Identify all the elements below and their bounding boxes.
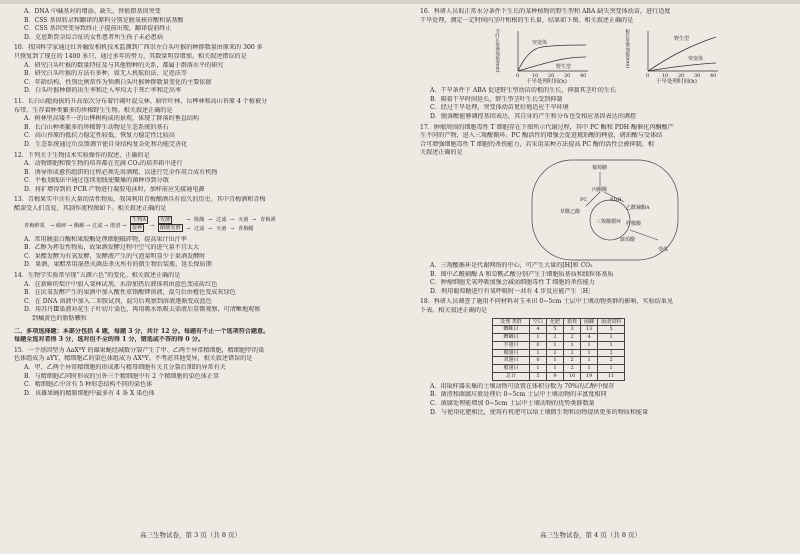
table-col-header: 猪粪 (564, 318, 581, 326)
table-cell: 1 (547, 357, 564, 365)
table-cell: 2 (598, 349, 625, 357)
question-text: 18．科研人员调查了施用不同材料对玉米田 0~5cm 土层中土壤动物类群的影响，实验结果见 (420, 298, 674, 306)
table-cell: 1 (598, 334, 625, 342)
answer-option: D．将扩增得到的 PCR 产物进行凝胶电泳时，加样前应先接通电源 (24, 185, 205, 193)
answer-option: B．与精细胞乙同时形成的另外三个精细胞中有 2 个精细胞的染色体正常 (24, 372, 220, 380)
table-cell: 1 (581, 341, 598, 349)
plot-root-legend1: 野生型 (674, 36, 690, 43)
table-row (493, 349, 625, 357)
x-tick: 40 (710, 73, 717, 80)
table-cell: 1 (581, 357, 598, 365)
question-text: 14．生物学实验常呈现“五颜六色”的变化。相关叙述正确的是 (14, 272, 181, 280)
table-cell: 2 (547, 334, 564, 342)
answer-option: B．在厌氧发酵产生的果酒中加入酸性重铬酸钾溶液，混匀后由橙色变成灰绿色 (24, 289, 236, 297)
table-cell: 2 (547, 349, 564, 357)
question-text: 只恢复到了现在的 1400 多只，通过多年的努力，其数量明显增加。相关叙述错误的是 (14, 52, 247, 60)
answer-option: B．长白山种类繁多的珍稀野生动物是生态系统的基石 (24, 123, 169, 131)
answer-option: B．研究白头叶猴的方法有多种，如无人机航拍法、足迹法等 (24, 70, 187, 78)
table-row (493, 326, 625, 334)
scan-edge (0, 0, 800, 4)
answer-option: D．利用葡萄糖进行有氧呼吸时一共有 4 步反应能产生［H］ (430, 287, 595, 295)
table-col-header: 空白 (530, 318, 547, 326)
table-row (493, 341, 625, 349)
answer-option: A．用取样器采集的土壤动物可放置在体积分数为 70%的乙醇中保存 (430, 382, 615, 390)
plot-shoot (492, 25, 622, 85)
flow-arrow: → (68, 222, 73, 229)
x-tick: 30 (564, 73, 571, 80)
right-column (420, 8, 792, 516)
flow-arrow: → (208, 225, 213, 232)
label-receptor: 受体 (658, 246, 669, 253)
flow-node: 青梅醋 (238, 225, 254, 232)
answer-option: B．诱导形成愈伤组织的过程必须先用酒精，以进行完全作用合成有机物 (24, 168, 218, 176)
answer-option: B．隔着干旱时间延长，野生型茎叶生长受到抑制 (430, 95, 563, 103)
answer-option: C．经过干旱处理，突变体幼苗更好地适应干旱环境 (430, 104, 569, 112)
plot-shoot-legend2: 野生型 (556, 64, 572, 71)
answer-option: C．果醋发酵为有氧发酵，发酵液产生的气泡量明显少于果酒发酵时 (24, 252, 206, 260)
x-tick: 10 (532, 73, 539, 80)
label-pdh: PDH (610, 196, 622, 203)
question-text: 12．下列关于生物技术实验操作的叙述，正确的是 (14, 151, 150, 159)
flow-arrow: → (122, 222, 127, 229)
table-cell: 5 (547, 326, 564, 334)
table-corner: 处理 类群 (493, 318, 530, 326)
answer-option: C．高山苔原的抵抗力稳定性较低，恢复力稳定性比较高 (24, 132, 175, 140)
table-cell: 1 (547, 341, 564, 349)
label-acetyl-coa: 乙酰辅酶A (626, 204, 650, 211)
left-column (14, 8, 384, 516)
table-col-header: 菌渣饲料 (598, 318, 625, 326)
label-pyruvate: 丙酮酸 (592, 186, 608, 193)
table-cell: 5 (598, 326, 625, 334)
table-row (493, 334, 625, 342)
answer-option: A．动物细胞和微生物的培养都在充满 CO₂的培养箱中进行 (24, 160, 183, 168)
flow-arrow: → (186, 225, 191, 232)
page-footer-right: 高三生物试卷，第 4 页（共 8 页） (540, 531, 642, 539)
answer-option: D．克恩斯贾奈综合征的女性患者所生孩子未必患病 (24, 33, 163, 41)
table-cell: 2 (598, 357, 625, 365)
answer-option: D．生态系统通过负反馈调节使自身结构复杂化和功能完善化 (24, 140, 188, 148)
table-cell: 2 (564, 365, 581, 373)
plot-root-svg (622, 25, 752, 85)
question-text: 11．长白山随海拔的升高依次分布着针阔叶混交林、暗针叶林、岳桦林和高山苔原 4 个植被分 (14, 97, 268, 105)
flow-node: 生物A (132, 216, 147, 223)
table-row (493, 365, 625, 373)
table-body (493, 326, 625, 381)
table-row-label: 半翅目 (493, 341, 530, 349)
table-col-header: 化肥 (547, 318, 564, 326)
x-tick: 20 (548, 73, 555, 80)
answer-option: C．精细胞乙中含有 5 种形态结构不同的染色体 (24, 381, 153, 389)
table-cell: 0 (530, 357, 547, 365)
answer-option: B．菌渣和菌腐垃圾处理后 0~5cm 土层中土壤动物的丰富度相同 (430, 391, 607, 399)
flow-node: 灭菌 (216, 225, 227, 232)
answer-option: C．平板划线法中通过连续划线使聚集的菌种得到分散 (24, 177, 169, 185)
right-questions-part1 (420, 87, 792, 158)
answer-option: C．在 DNA 溶液中加入二苯胺试剂，混匀后观察到溶液逐渐变成蓝色 (24, 297, 212, 305)
plot-root-legend2: 突变体 (688, 56, 704, 63)
answer-option: B．乙醇为挥发性物质，故果酒发酵过程中空气的进气量不宜太大 (24, 244, 200, 252)
table-cell: 1 (530, 334, 547, 342)
flow-node: 青梅鲜果 (24, 222, 45, 229)
answer-option: A．DNA 中碱基对的增添、缺失、替换即基因突变 (24, 8, 161, 15)
flow-node: 青梅酒 (260, 216, 276, 223)
flow-arrow: → (230, 225, 235, 232)
q16-stem-cont: 干旱处理，测定一定时间内茎叶和根的生长量，结果如下图。相关叙述正确的是 (420, 16, 634, 24)
question-text: 色体组成为 aYY，精细胞乙的染色体组成为 AXᴮY。不考虑其他变异，相关叙述错误的是 (14, 355, 253, 363)
flow-node: 过滤 (92, 222, 103, 229)
plot-shoot-legend1: 突变体 (532, 40, 548, 47)
answer-option: B．CSS 基因转录和翻译的原料分别是脱氧核苷酸和氨基酸 (24, 16, 184, 24)
question-text: 醋深受人们喜爱，其制作流程图如下。相关叙述正确的是 (14, 205, 167, 213)
x-tick: 10 (662, 73, 669, 80)
answer-option: D．该雄果蝇的精原细胞中最多有 4 条 X 染色体 (24, 389, 155, 397)
question-text: 13．青梅果实中含有大量的活性物质，我国利用青梅酿酒具有很久的历史。其中青梅酒和青梅 (14, 196, 266, 204)
question-text: 布带，生存着种类繁多的珍稀野生生物。相关叙述正确的是 (14, 106, 173, 114)
answer-option: C．肿瘤细胞无氧呼吸加强会减弱细胞毒性 T 细胞的杀伤能力 (430, 279, 595, 287)
table-cell: 3 (564, 326, 581, 334)
question-text: 生不同的产物，进入三羧酸循环。PC 酶活性的增强会促进琥珀酸的释放，琥珀酸与受体结 (420, 132, 663, 140)
q16-stem: 16．科研人员取正常水分条件下生长的某种植物的野生型和 ABA 缺失突变体幼苗，进行适度 (420, 8, 671, 15)
answer-option: B．图中乙酰辅酶 A 和草酰乙酸分别产生于细胞质基质和线粒体基质 (430, 270, 614, 278)
answer-option: A．在新鲜的梨汁中加入斐林试剂，水浴加热后液体将由蓝色变成砖红色 (24, 280, 218, 288)
flow-node: 陈酿 (194, 216, 205, 223)
table-cell: 13 (581, 326, 598, 334)
label-tca: 三羧酸循环 (596, 218, 622, 225)
answer-option: D．与使用化肥相比，使用有机肥可以给土壤微生物和动物提供更多的物质和能量 (430, 408, 649, 416)
flow-node: 发酵 (160, 216, 171, 223)
flow-arrow: → (150, 222, 155, 229)
answer-option: D．用苏丹Ⅲ染液对花生子叶切片染色，再用吸水纸吸去染液后显微观察，可清晰地观察 (24, 306, 261, 314)
question-text: 合可增强细胞毒性 T 细胞的杀伤能力，若采用某种方法提高 PC 酶的活性会被抑制，相 (420, 140, 654, 148)
answer-option: D．白头叶猴种群的出生率和迁入率均大于死亡率和迁出率 (24, 87, 182, 95)
flow-arrow: → (208, 216, 213, 223)
x-tick: 0 (516, 73, 520, 80)
x-tick: 20 (678, 73, 685, 80)
left-questions-part3 (14, 347, 384, 399)
flow-arrow: → (252, 216, 257, 223)
right-questions-part2 (420, 262, 792, 316)
answer-option: D．果酒、果醋常用湿热灭菌法杀灭所有的微生物后装瓶，延长保质期 (24, 261, 212, 269)
question-text: 15．一个基因型为 AaXᴮY 的雄果蝇经减数分裂产生了甲、乙两个异常精细胞，精细胞甲的染 (14, 346, 265, 354)
question-text: 下表。相关叙述正确的是 (420, 306, 488, 314)
section-heading: 二、多项选择题：本部分包括 4 题，每题 3 分，共计 12 分。每题有不止一个选项符合题意。 (14, 327, 270, 335)
question-text: 17．肿瘤周围的细胞毒性 T 细胞存在下图所示代谢过程，其中 PC 酶和 PDH 酶催化丙酮酸产 (420, 123, 674, 131)
label-oxaloacetate: 草酰乙酸 (560, 208, 581, 215)
right-questions-part3 (420, 383, 792, 417)
answer-option: A．三羧酸循环是代谢网络的中心，可产生大量的[H]和 CO₂ (430, 261, 593, 269)
flow-node: 破碎 (56, 222, 67, 229)
question-text: 10．我国科学家通过红外触发相机技术监测到广西崇左白头叶猴的种群数量由原来的 300 多 (14, 44, 263, 52)
plot-root (622, 25, 752, 85)
plot-root-ylabel: 根长度增加值(mm) (624, 29, 630, 69)
table-cell: 2 (564, 357, 581, 365)
x-tick: 40 (580, 73, 587, 80)
answer-option: C．年龄结构、性别比例常作为预测白头叶猴种群数量变化的主要依据 (24, 78, 212, 86)
question-text: 关叙述正确的是 (420, 149, 463, 157)
section-heading-cont: 每题全选对者得 3 分，选对但不全的得 1 分，错选或不答的得 0 分。 (14, 336, 204, 344)
table-cell: 5 (530, 373, 547, 381)
label-pc: PC (580, 196, 588, 203)
answer-option: A．干旱条件下 ABA 促进野生型幼苗的根的生长，抑制其茎叶的生长 (430, 87, 617, 95)
table-cell: 1 (598, 365, 625, 373)
flow-node: 过滤 (216, 216, 227, 223)
table-cell: 1 (598, 341, 625, 349)
table-cell: 19 (581, 373, 598, 381)
left-questions-part1 (14, 8, 384, 214)
table-header-row (493, 318, 625, 326)
q18-table (492, 318, 625, 381)
x-tick: 0 (646, 73, 650, 80)
answer-option: A．树林里高矮不一的岳桦树构成的景观，体现了群落的垂直结构 (24, 115, 200, 123)
plot-root-xlabel: 干旱处理时间(h) (656, 79, 697, 86)
table-cell: 0 (530, 341, 547, 349)
table-cell: 1 (530, 349, 547, 357)
q17-metabolism-diagram (420, 158, 792, 262)
table-row-label: 双翅目 (493, 357, 530, 365)
table-row-label: 蜱螨目 (493, 334, 530, 342)
flow-arrow: → (230, 216, 235, 223)
table-cell: 9 (547, 373, 564, 381)
flow-arrow: → (50, 222, 55, 229)
flow-node: 过滤 (194, 225, 205, 232)
table-row-label: 鞘翅目 (493, 349, 530, 357)
answer-option: A．甲、乙两个异常精细胞的形成都与精母细胞有关且分裂后期Ⅰ的异常有关 (24, 363, 226, 371)
table-row-label: 蜘蛛目 (493, 326, 530, 334)
plot-shoot-xlabel: 干旱处理时间(h) (526, 79, 567, 86)
flow-node: 灭菌 (238, 216, 249, 223)
plot-shoot-ylabel: 茎叶长度增加值(mm) (494, 29, 500, 73)
flow-arrow: → (86, 222, 91, 229)
label-glucose: 葡萄糖 (592, 164, 608, 171)
answer-option: C．菌腐处理能增加 0~5cm 土层中土壤动物的优势类群数量 (430, 400, 595, 408)
table-cell: 1 (530, 365, 547, 373)
table-row-label: 总计 (493, 373, 530, 381)
table-row-label: 膜翅目 (493, 365, 530, 373)
label-citrate: 柠檬酸 (626, 220, 642, 227)
answer-option: A．常用胰蛋白酶和果胶酶处理细胞破碎物，提高果汁出汁率 (24, 235, 187, 243)
table-cell: 1 (581, 349, 598, 357)
cell-outline (532, 160, 678, 260)
plot-shoot-svg (492, 25, 622, 85)
answer-option: C．CSS 基因突变导致终止子提前出现，翻译提前终止 (24, 25, 172, 33)
flow-arrow: → (104, 222, 109, 229)
q13-flow-diagram (24, 216, 384, 234)
table-cell: 4 (581, 334, 598, 342)
table-cell: 10 (564, 373, 581, 381)
flow-node: 酶解 (74, 222, 85, 229)
table-cell: 2 (564, 349, 581, 357)
answer-option: D．脱落酸能够调控基因表达，其自身的产生和分布也受相应基因表达的调控 (430, 112, 636, 120)
table-row (493, 373, 625, 381)
label-succinate: 琥珀酸 (620, 236, 636, 243)
series-mutant-line (518, 45, 586, 71)
flow-node: 澄清 (110, 222, 121, 229)
q16-plots (420, 25, 792, 87)
answer-option: 到橘黄色的脂肪颗粒 (32, 315, 87, 322)
table-cell: 2 (564, 334, 581, 342)
table-cell: 11 (598, 373, 625, 381)
table-cell: 1 (564, 341, 581, 349)
flow-arrow: → (186, 216, 191, 223)
table-cell: 1 (581, 365, 598, 373)
table-row (493, 357, 625, 365)
x-tick: 30 (694, 73, 701, 80)
left-questions-part2 (14, 236, 384, 324)
page-footer-left: 高三生物试卷，第 3 页（共 8 页） (140, 531, 242, 539)
answer-option: A．研究白头叶猴的数量特征及与其他物种的关系，都属于群落水平的研究 (24, 61, 224, 69)
table-col-header: 菌糠 (581, 318, 598, 326)
table-cell: 4 (530, 326, 547, 334)
flow-node: 接种 (132, 224, 143, 231)
table-cell: 1 (547, 365, 564, 373)
flow-node: 醋酸发酵 (160, 224, 181, 231)
series-wildtype-line (518, 57, 586, 71)
